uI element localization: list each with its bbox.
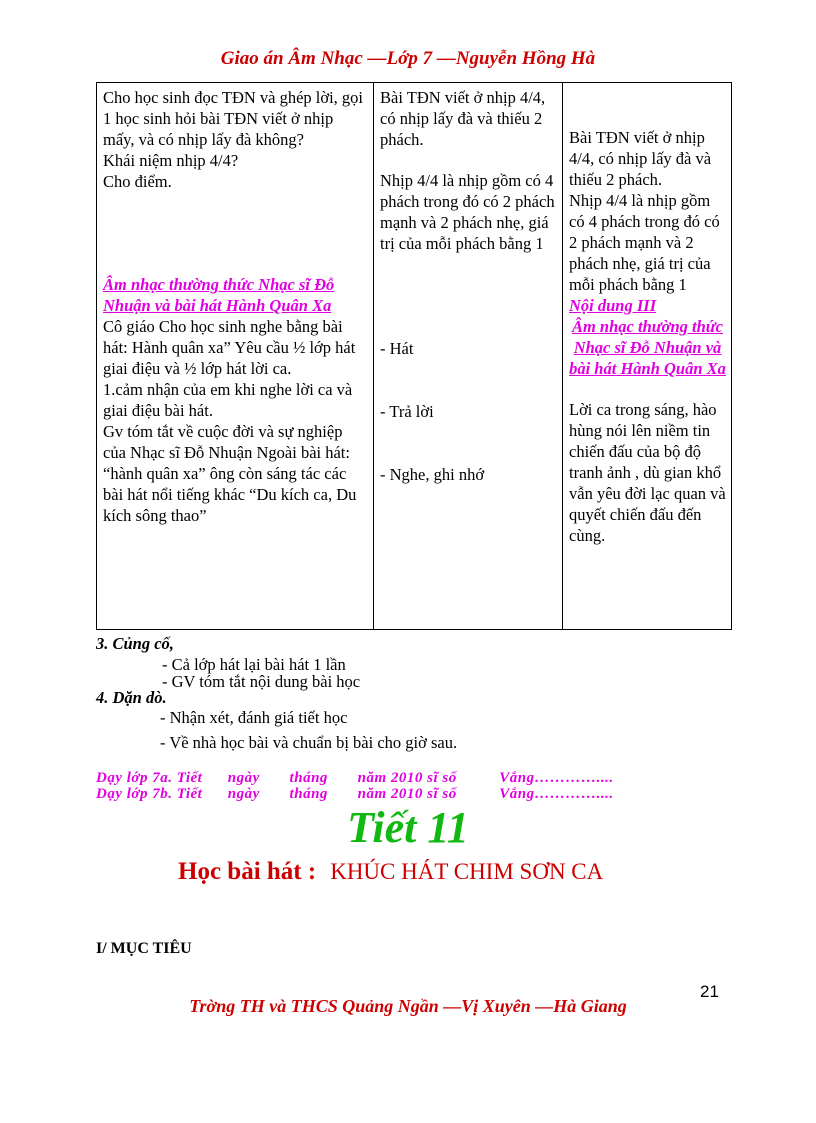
paragraph: Nhịp 4/4 là nhịp gồm có 4 phách trong đó có 2 phách mạnh và 2 phách nhẹ, giá trị của mỗi phách bằng 1 — [380, 171, 555, 253]
page-number: 21 — [700, 982, 719, 1001]
list-item: - Nghe, ghi nhớ — [380, 465, 485, 484]
section-heading: Nội dung III — [569, 296, 657, 315]
section-heading: Âm nhạc thường thức Nhạc sĩ Đỗ Nhuận và bài hát Hành Quân Xa — [103, 275, 335, 315]
document-header: Giao án Âm Nhạc —Lớp 7 —Nguyễn Hồng Hà — [220, 48, 596, 69]
student-activity-cell — [374, 83, 563, 630]
section-heading: Âm nhạc thường thức Nhạc sĩ Đỗ Nhuận và bài hát Hành Quân Xa — [569, 317, 726, 378]
paragraph: Gv tóm tắt về cuộc đời và sự nghiệp của Nhạc sĩ Đỗ Nhuận Ngoài bài hát: “hành quân xa” ông còn sáng tác các bài hát nổi tiếng khác “Du kích ca, Du kích sông thao” — [103, 422, 357, 525]
content-cell — [563, 83, 732, 630]
lesson-number: Tiết 11 — [347, 803, 469, 852]
paragraph: Nhịp 4/4 là nhịp gồm có 4 phách trong đó có 2 phách mạnh và 2 phách nhẹ, giá trị của mỗi phách bằng 1 — [569, 191, 720, 294]
paragraph: Cô giáo Cho học sinh nghe bằng bài hát: Hành quân xa” Yêu cầu ½ lớp hát giai điệu và ½ lớp hát lời ca. — [103, 317, 356, 378]
paragraph: Cho điểm. — [103, 172, 172, 191]
teaching-log-7b: Dạy lớp 7b. Tiết ngày tháng năm 2010 sĩ số Vắng………….... — [96, 786, 614, 802]
objectives-heading: I/ MỤC TIÊU — [96, 940, 192, 957]
list-item: - Cả lớp hát lại bài hát 1 lần — [162, 655, 346, 674]
paragraph: Lời ca trong sáng, hào hùng nói lên niềm tin chiến đấu của bộ độ tranh ảnh , dù gian khổ vẫn yêu đời lạc quan và quyết chiến đấu đến cùng. — [569, 400, 726, 545]
paragraph: 1.cảm nhận của em khi nghe lời ca và giai điệu bài hát. — [103, 380, 353, 420]
song-name: KHÚC HÁT CHIM SƠN CA — [330, 859, 604, 884]
cung-co-heading: 3. Củng cố, — [96, 634, 174, 653]
list-item: - Nhận xét, đánh giá tiết học — [160, 708, 348, 727]
paragraph: Cho học sinh đọc TĐN và ghép lời, gọi 1 học sinh hỏi bài TĐN viết ở nhịp mấy, và có nhịp lấy đà không? — [103, 88, 364, 149]
teacher-activity-cell — [97, 83, 374, 630]
list-item: - Về nhà học bài và chuẩn bị bài cho giờ sau. — [160, 733, 458, 752]
lesson-table — [96, 82, 732, 630]
dan-do-heading: 4. Dặn dò. — [96, 688, 167, 707]
list-item: - Hát — [380, 339, 414, 358]
paragraph: Khái niệm nhịp 4/4? — [103, 151, 239, 170]
table-row — [97, 83, 732, 630]
list-item: - Trả lời — [380, 402, 434, 421]
song-title — [178, 858, 603, 886]
document-footer: Trờng TH và THCS Quảng Ngần —Vị Xuyên —Hà Giang — [189, 996, 627, 1016]
teaching-log-7a: Dạy lớp 7a. Tiết ngày tháng năm 2010 sĩ số Vắng………….... — [96, 770, 614, 786]
song-label: Học bài hát : — [178, 858, 317, 885]
paragraph: Bài TĐN viết ở nhịp 4/4, có nhịp lấy đà và thiếu 2 phách. — [380, 88, 546, 149]
paragraph: Bài TĐN viết ở nhịp 4/4, có nhịp lấy đà và thiếu 2 phách. — [569, 128, 712, 189]
list-item: - GV tóm tắt nội dung bài học — [162, 672, 361, 691]
